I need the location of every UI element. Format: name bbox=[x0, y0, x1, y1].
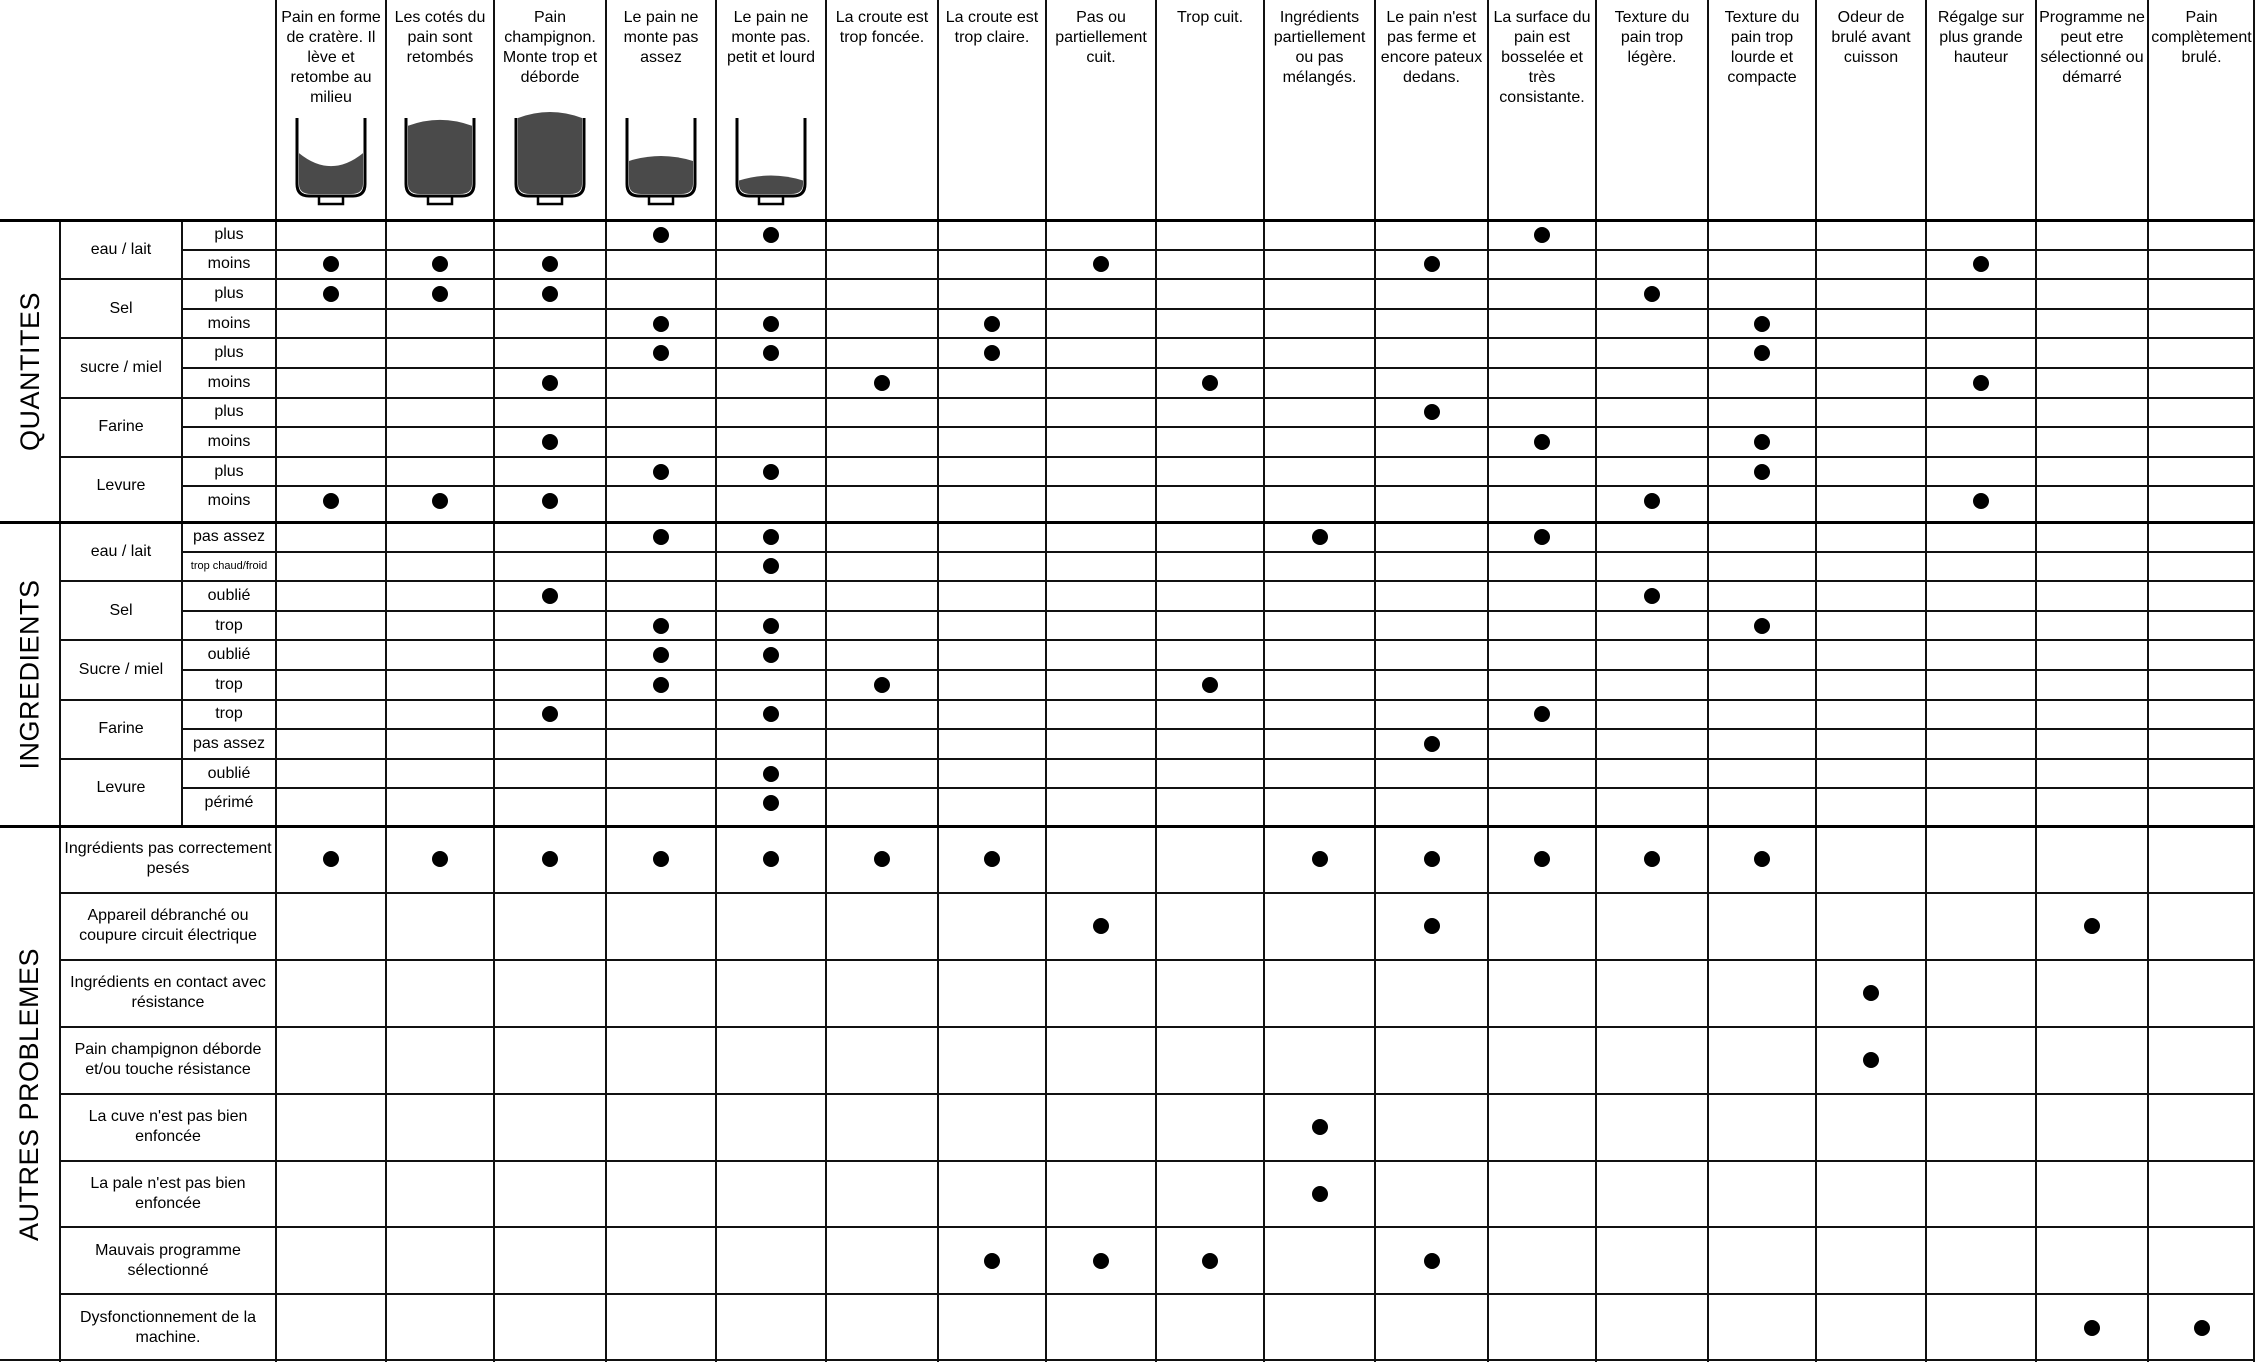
row-divider bbox=[60, 580, 2255, 582]
mark-dot bbox=[1534, 706, 1550, 722]
mark-dot bbox=[432, 493, 448, 509]
problem-label: Mauvais programme sélectionné bbox=[95, 1241, 241, 1279]
condition-label: trop bbox=[215, 616, 243, 634]
condition-label: périmé bbox=[204, 794, 254, 812]
bread-pan-icon bbox=[289, 112, 373, 212]
column-header: La croute est trop foncée. bbox=[835, 9, 929, 46]
mark-dot bbox=[653, 227, 669, 243]
column-divider bbox=[825, 0, 827, 1362]
row-divider bbox=[182, 669, 2255, 671]
row-divider bbox=[60, 1026, 2255, 1028]
mark-dot bbox=[1644, 851, 1660, 867]
row-divider bbox=[60, 959, 2255, 961]
column-divider bbox=[1374, 0, 1376, 1362]
column-divider bbox=[937, 0, 939, 1362]
column-divider bbox=[2035, 0, 2037, 1362]
mark-dot bbox=[323, 256, 339, 272]
condition-label: pas assez bbox=[192, 734, 266, 752]
mark-dot bbox=[323, 286, 339, 302]
mark-dot bbox=[763, 618, 779, 634]
mark-dot bbox=[323, 851, 339, 867]
mark-dot bbox=[542, 434, 558, 450]
row-divider bbox=[60, 1293, 2255, 1295]
mark-dot bbox=[653, 677, 669, 693]
mark-dot bbox=[1973, 375, 1989, 391]
mark-dot bbox=[1973, 256, 1989, 272]
row-divider bbox=[60, 456, 2255, 458]
row-divider bbox=[60, 278, 2255, 280]
problem-label: La cuve n'est pas bien enfoncée bbox=[88, 1108, 248, 1146]
column-divider bbox=[1263, 0, 1265, 1362]
mark-dot bbox=[763, 647, 779, 663]
mark-dot bbox=[1863, 1052, 1879, 1068]
row-divider bbox=[60, 397, 2255, 399]
column-header: Pain complètement brulé. bbox=[2151, 9, 2252, 66]
bread-pan-icon bbox=[398, 112, 482, 212]
mark-dot bbox=[323, 493, 339, 509]
mark-dot bbox=[1754, 851, 1770, 867]
problem-label: Ingrédients pas correctement pesés bbox=[64, 840, 272, 878]
problem-label: La pale n'est pas bien enfoncée bbox=[90, 1174, 246, 1212]
row-divider bbox=[60, 1160, 2255, 1162]
row-divider bbox=[0, 1359, 2255, 1361]
mark-dot bbox=[1093, 1253, 1109, 1269]
column-header: Pain champignon. Monte trop et déborde bbox=[502, 9, 598, 86]
mark-dot bbox=[1863, 985, 1879, 1001]
mark-dot bbox=[432, 286, 448, 302]
mark-dot bbox=[1534, 851, 1550, 867]
column-divider bbox=[1487, 0, 1489, 1362]
column-header: Texture du pain trop légère. bbox=[1614, 9, 1690, 66]
condition-label: pas assez bbox=[192, 527, 266, 545]
mark-dot bbox=[1534, 227, 1550, 243]
mark-dot bbox=[763, 706, 779, 722]
mark-dot bbox=[763, 558, 779, 574]
ingredient-label: eau / lait bbox=[90, 542, 152, 560]
mark-dot bbox=[1424, 1253, 1440, 1269]
row-divider bbox=[182, 610, 2255, 612]
mark-dot bbox=[1424, 736, 1440, 752]
row-divider bbox=[182, 426, 2255, 428]
mark-dot bbox=[763, 316, 779, 332]
condition-label: trop bbox=[215, 705, 243, 723]
condition-label: plus bbox=[214, 225, 244, 243]
row-divider bbox=[60, 758, 2255, 760]
mark-dot bbox=[1754, 618, 1770, 634]
mark-dot bbox=[1093, 256, 1109, 272]
section-title-text: AUTRES PROBLEMES bbox=[14, 947, 45, 1241]
problem-label: Dysfonctionnement de la machine. bbox=[79, 1308, 257, 1346]
mark-dot bbox=[1312, 1186, 1328, 1202]
condition-label: trop bbox=[215, 675, 243, 693]
mark-dot bbox=[763, 345, 779, 361]
mark-dot bbox=[2084, 1320, 2100, 1336]
row-divider bbox=[60, 1093, 2255, 1095]
column-divider bbox=[2147, 0, 2149, 1362]
column-header: Le pain ne monte pas. petit et lourd bbox=[726, 9, 816, 66]
mark-dot bbox=[653, 464, 669, 480]
problem-label: Ingrédients en contact avec résistance bbox=[70, 974, 266, 1012]
ingredient-label: Farine bbox=[98, 418, 144, 436]
ingredient-label: Sucre / miel bbox=[78, 660, 164, 678]
condition-label: oublié bbox=[207, 586, 251, 604]
mark-dot bbox=[763, 464, 779, 480]
condition-label: plus bbox=[214, 344, 244, 362]
row-divider bbox=[182, 787, 2255, 789]
section-title-text: INGREDIENTS bbox=[14, 578, 45, 770]
bread-pan-icon bbox=[508, 112, 592, 212]
ingredient-label: Levure bbox=[96, 779, 146, 797]
section-title bbox=[0, 826, 60, 1362]
mark-dot bbox=[763, 851, 779, 867]
problem-label: Appareil débranché ou coupure circuit électrique bbox=[79, 907, 257, 945]
mark-dot bbox=[1312, 529, 1328, 545]
mark-dot bbox=[2194, 1320, 2210, 1336]
column-divider bbox=[1045, 0, 1047, 1362]
mark-dot bbox=[1424, 404, 1440, 420]
column-header: Le pain ne monte pas assez bbox=[623, 9, 699, 66]
mark-dot bbox=[1424, 256, 1440, 272]
row-divider bbox=[60, 337, 2255, 339]
bread-pan-icon bbox=[619, 112, 703, 212]
mark-dot bbox=[542, 375, 558, 391]
condition-label: plus bbox=[214, 462, 244, 480]
column-divider bbox=[1815, 0, 1817, 1362]
mark-dot bbox=[984, 316, 1000, 332]
mark-dot bbox=[1202, 375, 1218, 391]
mark-dot bbox=[542, 588, 558, 604]
mark-dot bbox=[1754, 316, 1770, 332]
mark-dot bbox=[1424, 918, 1440, 934]
mark-dot bbox=[432, 851, 448, 867]
mark-dot bbox=[874, 677, 890, 693]
column-header: Pas ou partiellement cuit. bbox=[1055, 9, 1147, 66]
section-title bbox=[0, 220, 60, 522]
column-header: Ingrédients partiellement ou pas mélangés. bbox=[1273, 9, 1366, 86]
mark-dot bbox=[1644, 588, 1660, 604]
condition-label: oublié bbox=[207, 764, 251, 782]
column-header: Régalge sur plus grande hauteur bbox=[1937, 9, 2025, 66]
row-divider bbox=[182, 308, 2255, 310]
condition-label: oublié bbox=[207, 646, 251, 664]
mark-dot bbox=[984, 851, 1000, 867]
mark-dot bbox=[874, 851, 890, 867]
column-header: La croute est trop claire. bbox=[945, 9, 1039, 46]
condition-label: plus bbox=[214, 403, 244, 421]
row-divider bbox=[60, 639, 2255, 641]
column-header: Trop cuit. bbox=[1176, 9, 1244, 26]
mark-dot bbox=[763, 766, 779, 782]
column-divider bbox=[1595, 0, 1597, 1362]
mark-dot bbox=[1644, 493, 1660, 509]
mark-dot bbox=[1202, 1253, 1218, 1269]
row-divider bbox=[60, 892, 2255, 894]
mark-dot bbox=[1754, 464, 1770, 480]
column-divider bbox=[493, 0, 495, 1362]
mark-dot bbox=[1644, 286, 1660, 302]
mark-dot bbox=[653, 345, 669, 361]
column-header: Texture du pain trop lourde et compacte bbox=[1724, 9, 1800, 86]
mark-dot bbox=[653, 316, 669, 332]
row-divider bbox=[182, 485, 2255, 487]
mark-dot bbox=[1754, 345, 1770, 361]
row-divider bbox=[60, 699, 2255, 701]
column-header: Programme ne peut etre sélectionné ou démarré bbox=[2039, 9, 2145, 86]
condition-label: trop chaud/froid bbox=[190, 560, 268, 573]
condition-label: moins bbox=[207, 373, 251, 391]
column-divider bbox=[715, 0, 717, 1362]
mark-dot bbox=[653, 647, 669, 663]
row-divider bbox=[182, 367, 2255, 369]
mark-dot bbox=[1534, 434, 1550, 450]
row-divider bbox=[0, 521, 2255, 524]
mark-dot bbox=[2084, 918, 2100, 934]
column-header: Les cotés du pain sont retombés bbox=[394, 9, 486, 66]
bread-pan-icon bbox=[729, 112, 813, 212]
condition-label: moins bbox=[207, 314, 251, 332]
column-divider bbox=[605, 0, 607, 1362]
mark-dot bbox=[653, 851, 669, 867]
row-divider bbox=[182, 249, 2255, 251]
mark-dot bbox=[984, 1253, 1000, 1269]
column-divider bbox=[1707, 0, 1709, 1362]
column-header: Pain en forme de cratère. Il lève et retombe au milieu bbox=[281, 9, 381, 106]
column-divider bbox=[385, 0, 387, 1362]
mark-dot bbox=[542, 851, 558, 867]
mark-dot bbox=[432, 256, 448, 272]
mark-dot bbox=[1534, 529, 1550, 545]
ingredient-label: Farine bbox=[98, 720, 144, 738]
column-divider bbox=[1155, 0, 1157, 1362]
column-divider bbox=[1925, 0, 1927, 1362]
condition-label: moins bbox=[207, 492, 251, 510]
mark-dot bbox=[874, 375, 890, 391]
row-divider bbox=[60, 1226, 2255, 1228]
ingredient-label: Sel bbox=[109, 601, 133, 619]
mark-dot bbox=[1093, 918, 1109, 934]
mark-dot bbox=[984, 345, 1000, 361]
mark-dot bbox=[542, 286, 558, 302]
column-header: Odeur de brulé avant cuisson bbox=[1831, 9, 1911, 66]
ingredient-label: Levure bbox=[96, 477, 146, 495]
mark-dot bbox=[1312, 1119, 1328, 1135]
ingredient-label: Sel bbox=[109, 299, 133, 317]
column-header: La surface du pain est bosselée et très consistante. bbox=[1493, 9, 1591, 106]
section-title-text: QUANTITES bbox=[14, 291, 45, 451]
mark-dot bbox=[763, 227, 779, 243]
row-divider bbox=[0, 825, 2255, 828]
mark-dot bbox=[1202, 677, 1218, 693]
mark-dot bbox=[653, 529, 669, 545]
mark-dot bbox=[542, 493, 558, 509]
row-divider bbox=[182, 551, 2255, 553]
ingredient-label: eau / lait bbox=[90, 240, 152, 258]
mark-dot bbox=[542, 706, 558, 722]
condition-label: moins bbox=[207, 432, 251, 450]
mark-dot bbox=[653, 618, 669, 634]
mark-dot bbox=[763, 529, 779, 545]
row-divider bbox=[0, 219, 2255, 222]
column-header: Le pain n'est pas ferme et encore pateux dedans. bbox=[1380, 9, 1483, 86]
mark-dot bbox=[1973, 493, 1989, 509]
row-divider bbox=[182, 728, 2255, 730]
problem-label: Pain champignon déborde et/ou touche résistance bbox=[74, 1041, 262, 1079]
condition-label: moins bbox=[207, 255, 251, 273]
ingredient-label: sucre / miel bbox=[80, 358, 162, 376]
mark-dot bbox=[1424, 851, 1440, 867]
section-title bbox=[0, 522, 60, 826]
mark-dot bbox=[1754, 434, 1770, 450]
condition-label: plus bbox=[214, 284, 244, 302]
mark-dot bbox=[542, 256, 558, 272]
mark-dot bbox=[1312, 851, 1328, 867]
mark-dot bbox=[763, 795, 779, 811]
